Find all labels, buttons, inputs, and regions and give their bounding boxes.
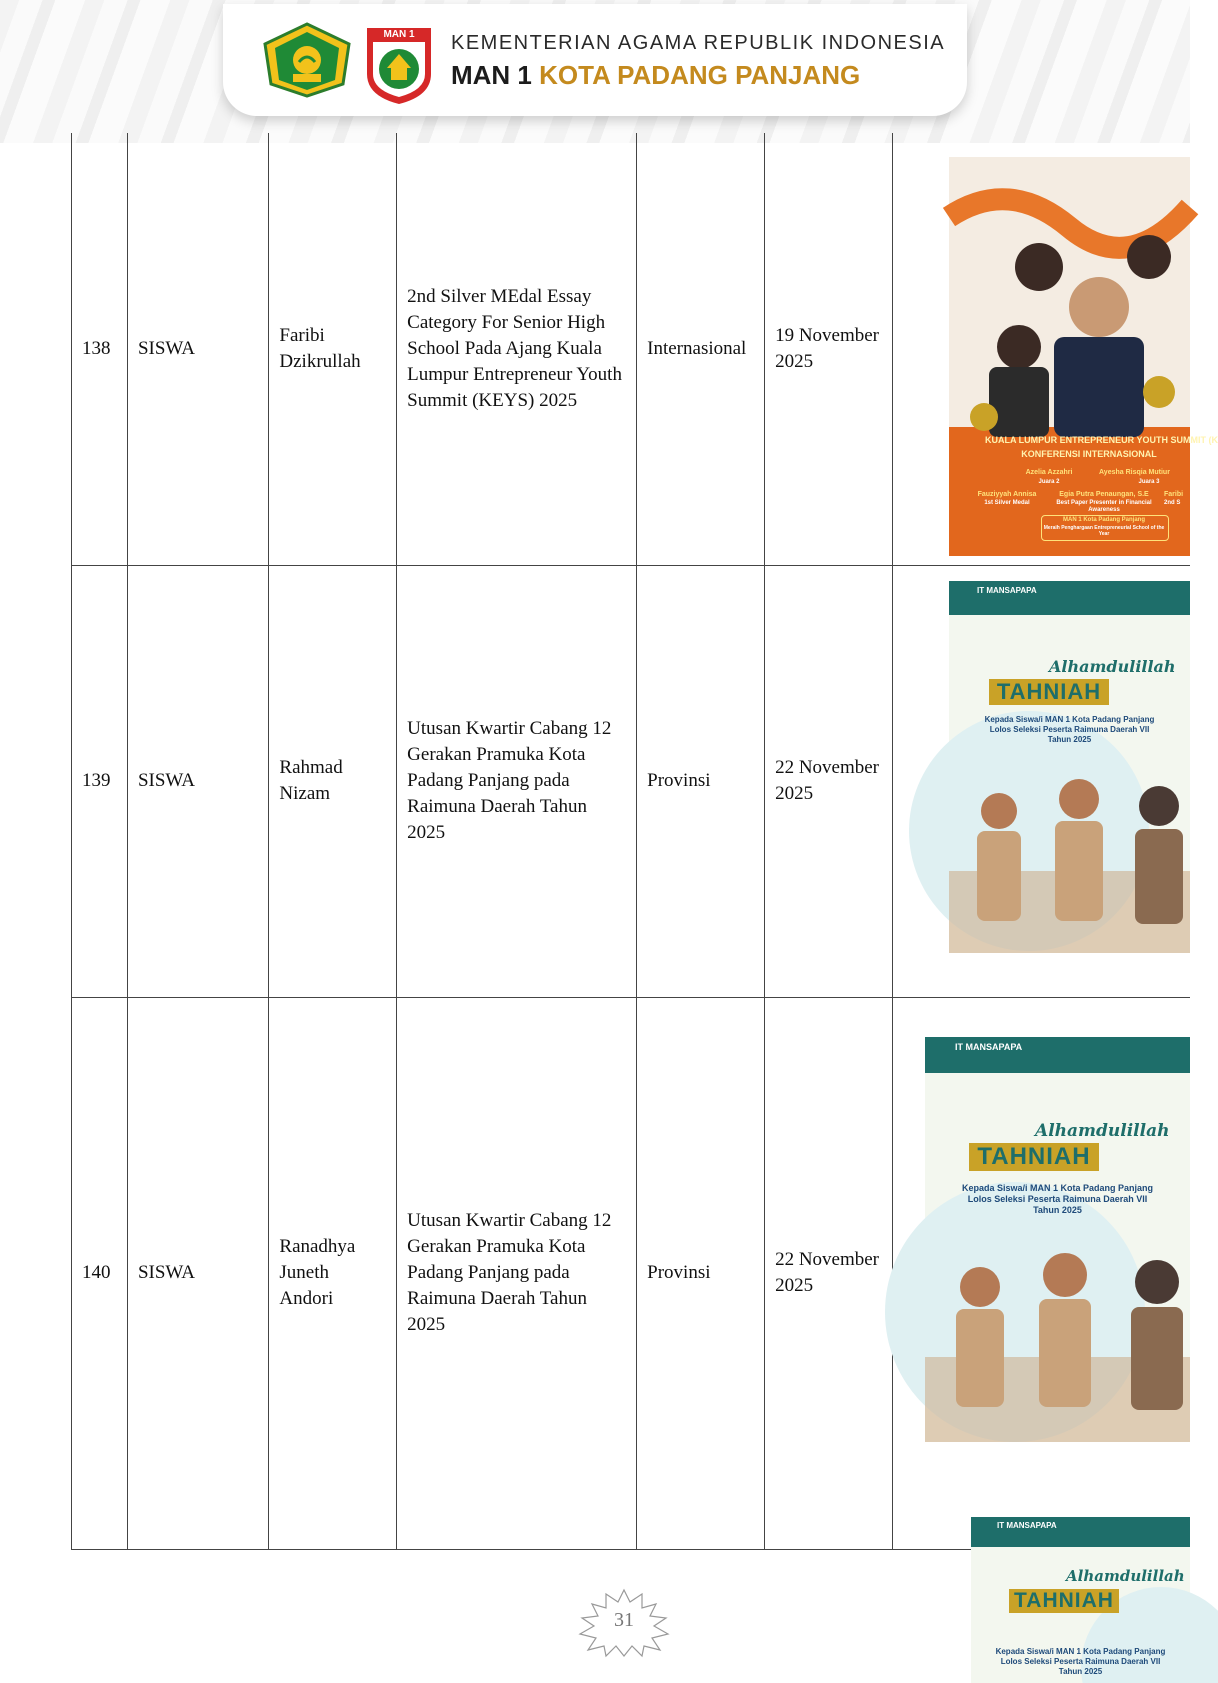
tahniah-2-script: Alhamdulillah (1035, 1121, 1170, 1141)
keys-winner-3: Fauziyyah Annisa (977, 491, 1037, 498)
tahniah-1-brand: IT MANSAPAPA (977, 586, 1037, 595)
keys-school-name: MAN 1 Kota Padang Panjang (1062, 517, 1145, 523)
keys-winner-5-rank: 2nd S (1164, 500, 1181, 506)
row-level: Internasional (637, 133, 765, 565)
keys-winner-1: Azelia Azzahri (1025, 469, 1073, 476)
tahniah-1-sub2: Lolos Seleksi Peserta Raimuna Daerah VII (989, 725, 1150, 734)
row-level: Provinsi (637, 565, 765, 997)
tahniah-poster-1-art (949, 581, 1190, 986)
keys-school-award: Meraih Penghargaan Entrepreneurial School of the Year (1043, 525, 1165, 537)
page-number: 31 (614, 1609, 634, 1631)
row-achievement: Utusan Kwartir Cabang 12 Gerakan Pramuka Kota Padang Panjang pada Raimuna Daerah Tahun 2025 (397, 997, 637, 1549)
tahniah-2-sub3: Tahun 2025 (1033, 1205, 1082, 1215)
keys-banner-2: KONFERENSI INTERNASIONAL (1021, 449, 1157, 459)
row-date: 22 November 2025 (765, 997, 893, 1549)
letterhead (223, 4, 967, 116)
row-name: Ranadhya Juneth Andori (269, 997, 397, 1549)
tahniah-poster-2-art (925, 1037, 1190, 1479)
kemenag-logo-icon (263, 22, 351, 98)
keys-winner-1-rank: Juara 2 (1038, 479, 1060, 485)
ministry-name: KEMENTERIAN AGAMA REPUBLIK INDONESIA (451, 32, 946, 54)
keys-winner-3-rank: 1st Silver Medal (984, 500, 1030, 506)
school-name (451, 60, 951, 91)
row-number: 138 (72, 133, 128, 565)
tahniah-3-sub2: Lolos Seleksi Peserta Raimuna Daerah VII (1000, 1657, 1161, 1666)
row-date: 19 November 2025 (765, 133, 893, 565)
keys-award-poster (949, 157, 1218, 556)
man1-logo (361, 24, 437, 106)
tahniah-poster-3 (971, 1517, 1190, 1683)
tahniah-2-sub2: Lolos Seleksi Peserta Raimuna Daerah VII (967, 1194, 1148, 1204)
tahniah-2-sub1: Kepada Siswa/i MAN 1 Kota Padang Panjang (961, 1183, 1154, 1193)
school-name-accent: KOTA PADANG PANJANG (539, 60, 861, 90)
tahniah-1-sub1: Kepada Siswa/i MAN 1 Kota Padang Panjang (984, 715, 1155, 724)
school-name-main: MAN 1 (451, 60, 540, 90)
keys-banner-1: KUALA LUMPUR ENTREPRENEUR YOUTH SUMMIT (K (985, 435, 1218, 445)
tahniah-poster-1 (949, 581, 1190, 986)
row-achievement: Utusan Kwartir Cabang 12 Gerakan Pramuka Kota Padang Panjang pada Raimuna Daerah Tahun 2025 (397, 565, 637, 997)
tahniah-2-brand: IT MANSAPAPA (955, 1042, 1023, 1052)
row-number: 140 (72, 997, 128, 1549)
row-achievement: 2nd Silver MEdal Essay Category For Senior High School Pada Ajang Kuala Lumpur Entrepreneur Youth Summit (KEYS) 2025 (397, 133, 637, 565)
man1-logo-label: MAN 1 (383, 29, 415, 40)
row-level: Provinsi (637, 997, 765, 1549)
row-name: Rahmad Nizam (269, 565, 397, 997)
tahniah-3-script: Alhamdulillah (1066, 1567, 1185, 1585)
row-category: SISWA (127, 997, 268, 1549)
tahniah-3-title: TAHNIAH (1009, 1589, 1119, 1613)
keys-winner-4-rank: Best Paper Presenter in Financial Awareness (1056, 500, 1152, 513)
row-category: SISWA (127, 565, 268, 997)
page-number-badge (576, 1588, 672, 1658)
tahniah-2-title: TAHNIAH (969, 1143, 1099, 1171)
tahniah-3-sub3: Tahun 2025 (1058, 1667, 1103, 1676)
tahniah-3-brand: IT MANSAPAPA (997, 1521, 1057, 1530)
keys-winner-5: Faribi (1164, 491, 1184, 498)
tahniah-1-script: Alhamdulillah (1049, 657, 1176, 676)
row-date: 22 November 2025 (765, 565, 893, 997)
tahniah-1-title: TAHNIAH (989, 679, 1109, 705)
row-number: 139 (72, 565, 128, 997)
tahniah-3-sub1: Kepada Siswa/i MAN 1 Kota Padang Panjang (995, 1647, 1166, 1656)
keys-winner-2: Ayesha Risqia Mutiur (1099, 469, 1170, 476)
row-category: SISWA (127, 133, 268, 565)
tahniah-1-sub3: Tahun 2025 (1047, 735, 1092, 744)
keys-winner-2-rank: Juara 3 (1138, 479, 1160, 485)
row-name: Faribi Dzikrullah (269, 133, 397, 565)
tahniah-poster-2 (925, 1037, 1190, 1479)
keys-winner-4: Egia Putra Penaungan, S.E (1059, 491, 1149, 498)
table-border-fragment (905, 1549, 971, 1550)
